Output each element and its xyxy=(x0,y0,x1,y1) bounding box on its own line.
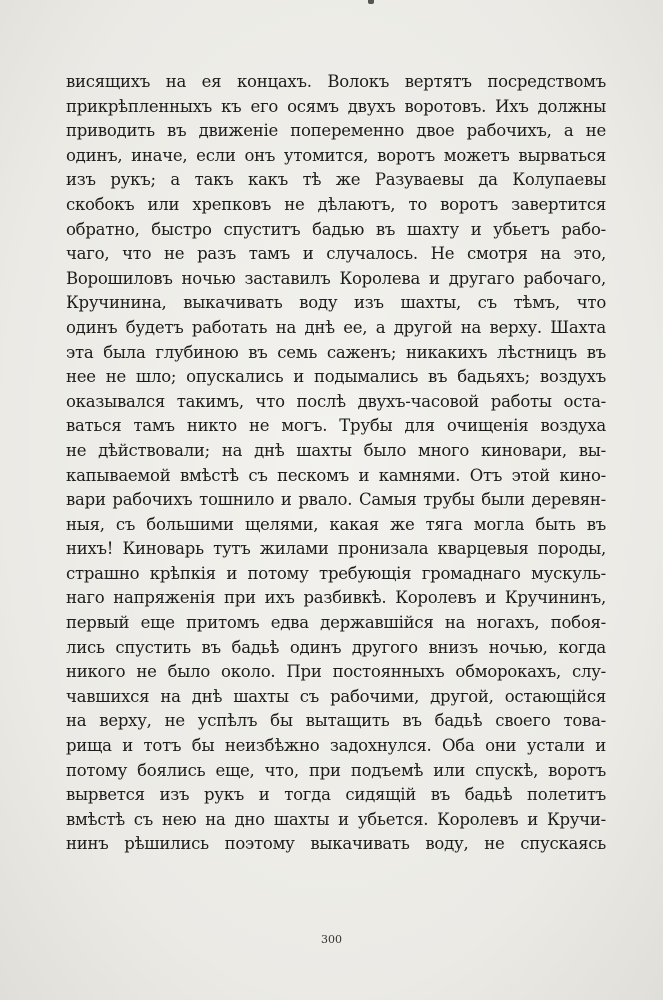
text-line: потому боялись еще, что, при подъемѣ или спускѣ, воротъ xyxy=(66,760,606,780)
page-number: 300 xyxy=(321,933,342,946)
text-line: обратно, быстро спуститъ бадью въ шахту и убьетъ рабо- xyxy=(66,219,606,239)
text-line: капываемой вмѣстѣ съ пескомъ и камнями. Отъ этой кино- xyxy=(66,465,606,485)
text-line: нихъ! Киноварь тутъ жилами пронизала кварцевыя породы, xyxy=(66,539,606,559)
text-line: нее не шло; опускались и подымались въ бадьяхъ; воздухъ xyxy=(66,367,606,387)
text-line: приводить въ движеніе попеременно двое рабочихъ, а не xyxy=(66,121,606,141)
text-line: на верху, не успѣлъ бы вытащить въ бадьѣ своего това- xyxy=(66,711,606,731)
text-line: вари рабочихъ тошнило и рвало. Самыя трубы были деревян- xyxy=(66,490,606,510)
text-line: ваться тамъ никто не могъ. Трубы для очищенія воздуха xyxy=(66,416,606,436)
body-text xyxy=(66,70,606,857)
text-line: чаго, что не разъ тамъ и случалось. Не смотря на это, xyxy=(66,244,606,264)
text-line: прикрѣпленныхъ къ его осямъ двухъ воротовъ. Ихъ должны xyxy=(66,96,606,116)
text-line: изъ рукъ; а такъ какъ тѣ же Разуваевы да Колупаевы xyxy=(66,170,606,190)
text-line: наго напряженія при ихъ разбивкѣ. Королевъ и Кручининъ, xyxy=(66,588,606,608)
text-line: одинъ, иначе, если онъ утомится, воротъ можетъ вырваться xyxy=(66,145,606,165)
text-line: эта была глубиною въ семь саженъ; никакихъ лѣстницъ въ xyxy=(66,342,606,362)
text-line: Кручинина, выкачивать воду изъ шахты, съ тѣмъ, что xyxy=(66,293,606,313)
text-line: первый еще притомъ едва державшійся на ногахъ, побоя- xyxy=(66,613,606,633)
text-line: чавшихся на днѣ шахты съ рабочими, другой, остающійся xyxy=(66,686,606,706)
text-line: страшно крѣпкія и потому требующія громаднаго мускуль- xyxy=(66,563,606,583)
text-line: оказывался такимъ, что послѣ двухъ-часовой работы оста- xyxy=(66,391,606,411)
text-line: нинъ рѣшились поэтому выкачивать воду, не спускаясь xyxy=(66,834,606,854)
ink-mark xyxy=(368,0,374,4)
text-line: лись спустить въ бадьѣ одинъ другого внизъ ночью, когда xyxy=(66,637,606,657)
text-line: вмѣстѣ съ нею на дно шахты и убьется. Королевъ и Кручи- xyxy=(66,809,606,829)
text-line: одинъ будетъ работать на днѣ ее, а другой на верху. Шахта xyxy=(66,317,606,337)
text-line: скобокъ или хрепковъ не дѣлаютъ, то воротъ завертится xyxy=(66,194,606,214)
text-line: рища и тотъ бы неизбѣжно задохнулся. Оба они устали и xyxy=(66,736,606,756)
text-line: висящихъ на ея концахъ. Волокъ вертятъ посредствомъ xyxy=(66,72,606,91)
text-line: вырвется изъ рукъ и тогда сидящій въ бадьѣ полетитъ xyxy=(66,785,606,805)
text-line: никого не было около. При постоянныхъ обморокахъ, слу- xyxy=(66,662,606,682)
text-line: ныя, съ большими щелями, какая же тяга могла быть въ xyxy=(66,514,606,534)
text-line: Ворошиловъ ночью заставилъ Королева и другаго рабочаго, xyxy=(66,268,606,288)
text-line: не дѣйствовали; на днѣ шахты было много киновари, вы- xyxy=(66,440,606,460)
